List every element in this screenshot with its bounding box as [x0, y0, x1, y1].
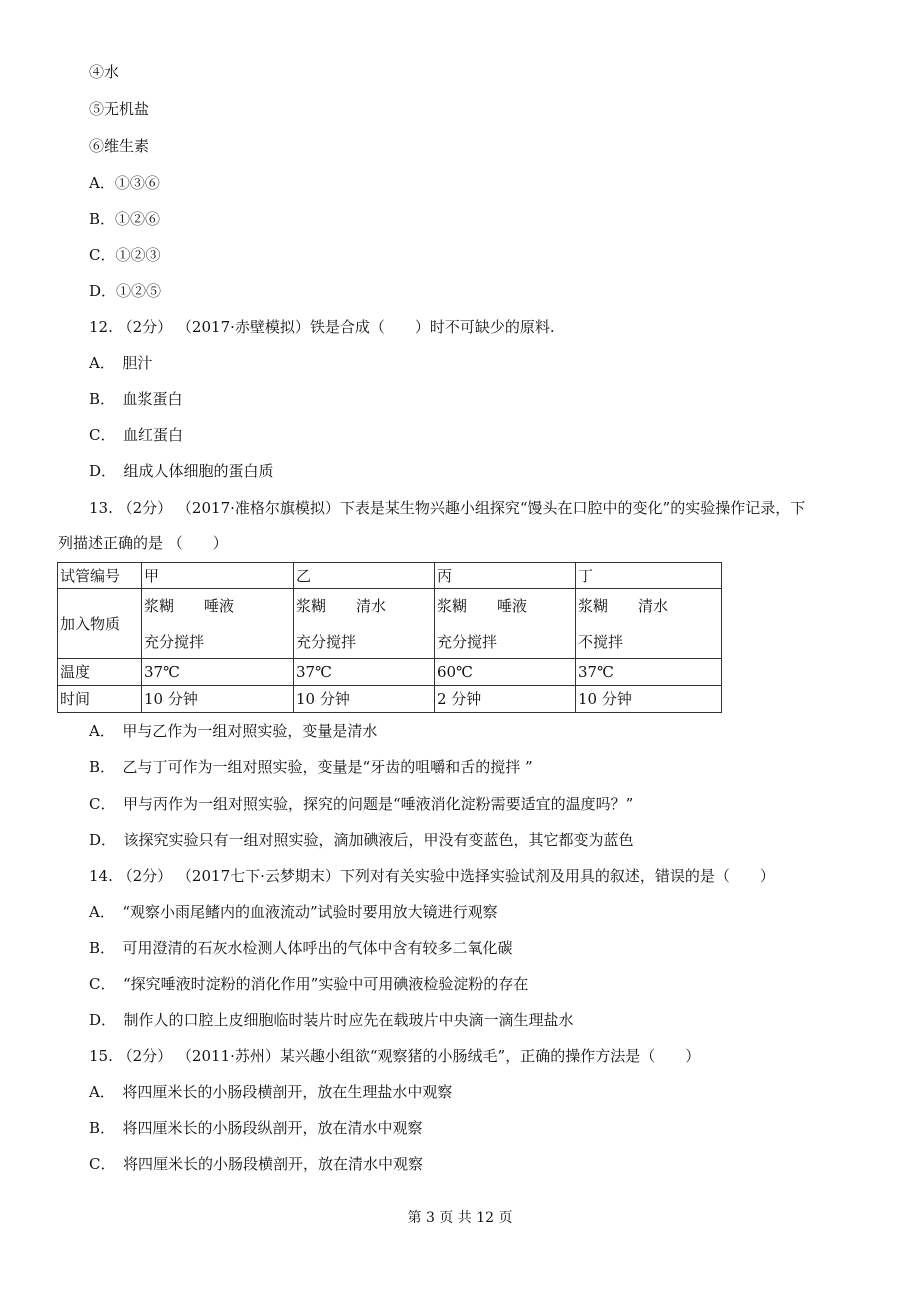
question-stem-continued: 列描述正确的是 （ ）: [58, 534, 228, 552]
table-cell: 10 分钟: [142, 686, 294, 713]
cell-text: 充分搅拌: [296, 632, 357, 651]
list-item: ④水: [89, 63, 120, 81]
table-row: [58, 563, 722, 589]
cell-text: 浆糊 清水: [296, 596, 387, 615]
table-cell: [142, 589, 294, 659]
table-cell: 37℃: [294, 659, 435, 686]
table-cell: 10 分钟: [576, 686, 722, 713]
option-d: D． 组成人体细胞的蛋白质: [89, 462, 274, 480]
option-c: C． 将四厘米长的小肠段横剖开，放在清水中观察: [89, 1155, 423, 1173]
question-stem: 14. （2分） （2017七下·云梦期末）下列对有关实验中选择实验试剂及用具的叙述，错误的是（ ）: [89, 867, 775, 885]
option-b: B． 可用澄清的石灰水检测人体呼出的气体中含有较多二氧化碳: [89, 939, 513, 957]
list-item: ⑤无机盐: [89, 100, 150, 118]
option-a: A．①③⑥: [89, 174, 160, 192]
option-d: D． 制作人的口腔上皮细胞临时装片时应先在载玻片中央滴一滴生理盐水: [89, 1011, 574, 1029]
question-stem: 12. （2分） （2017·赤壁模拟）铁是合成（ ）时不可缺少的原料.: [89, 318, 555, 336]
option-a: A． “观察小雨尾鳍内的血液流动”试验时要用放大镜进行观察: [89, 903, 498, 921]
option-a: A． 甲与乙作为一组对照实验，变量是清水: [89, 722, 378, 740]
table-cell: 加入物质: [58, 589, 142, 659]
option-b: B． 将四厘米长的小肠段纵剖开，放在清水中观察: [89, 1119, 423, 1137]
option-a: A． 将四厘米长的小肠段横剖开，放在生理盐水中观察: [89, 1083, 453, 1101]
table-cell: 60℃: [435, 659, 576, 686]
option-c: C． 甲与丙作为一组对照实验，探究的问题是“唾液消化淀粉需要适宜的温度吗？”: [89, 795, 634, 813]
table-cell: 丙: [435, 563, 576, 589]
table-cell: 2 分钟: [435, 686, 576, 713]
list-item: ⑥维生素: [89, 137, 150, 155]
option-b: B．①②⑥: [89, 210, 161, 228]
table-cell: 温度: [58, 659, 142, 686]
cell-text: 充分搅拌: [437, 632, 498, 651]
table-row: [58, 589, 722, 659]
experiment-table: [57, 562, 722, 713]
table-cell: [576, 589, 722, 659]
table-cell: 10 分钟: [294, 686, 435, 713]
option-c: C．①②③: [89, 246, 161, 264]
page-footer: 第 3 页 共 12 页: [407, 1210, 513, 1226]
table-row: [58, 686, 722, 713]
option-d: D． 该探究实验只有一组对照实验，滴加碘液后，甲没有变蓝色，其它都变为蓝色: [89, 831, 634, 849]
option-b: B． 血浆蛋白: [89, 390, 183, 408]
cell-text: 浆糊 唾液: [437, 596, 528, 615]
cell-text: 浆糊 唾液: [144, 596, 235, 615]
table-row: [58, 659, 722, 686]
table-cell: [435, 589, 576, 659]
option-d: D．①②⑤: [89, 282, 162, 300]
table-cell: [294, 589, 435, 659]
option-b: B． 乙与丁可作为一组对照实验，变量是“牙齿的咀嚼和舌的搅拌 ”: [89, 758, 533, 776]
cell-text: 不搅拌: [578, 632, 624, 651]
table-cell: 37℃: [576, 659, 722, 686]
question-stem: 15. （2分） （2011·苏州）某兴趣小组欲“观察猪的小肠绒毛”，正确的操作方法是（ ）: [89, 1047, 701, 1065]
table-cell: 乙: [294, 563, 435, 589]
option-c: C． 血红蛋白: [89, 426, 183, 444]
option-c: C． “探究唾液时淀粉的消化作用”实验中可用碘液检验淀粉的存在: [89, 975, 529, 993]
cell-text: 充分搅拌: [144, 632, 205, 651]
option-a: A． 胆汁: [89, 354, 153, 372]
table-cell: 试管编号: [58, 563, 142, 589]
question-stem: 13. （2分） （2017·准格尔旗模拟）下表是某生物兴趣小组探究“馒头在口腔中的变化”的实验操作记录，下: [89, 499, 806, 517]
table-cell: 时间: [58, 686, 142, 713]
table-cell: 37℃: [142, 659, 294, 686]
cell-text: 浆糊 清水: [578, 596, 669, 615]
table-cell: 甲: [142, 563, 294, 589]
table-cell: 丁: [576, 563, 722, 589]
